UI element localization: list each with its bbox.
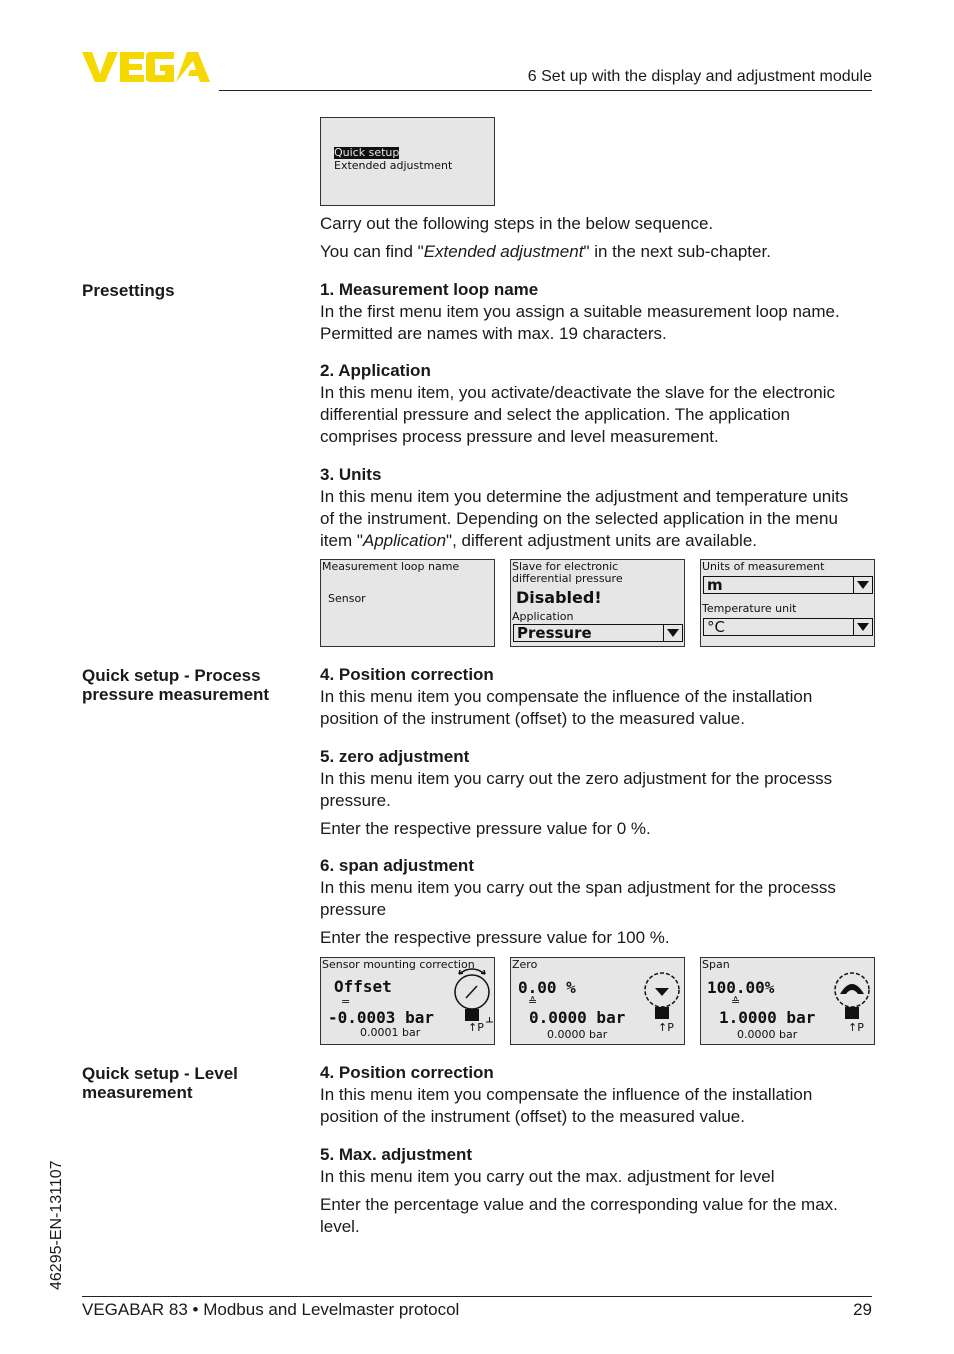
step-3-title: 3. Units xyxy=(320,465,382,484)
span-title: Span xyxy=(702,958,730,971)
span-value[interactable]: 1.0000 bar xyxy=(719,1008,816,1027)
menu-item-quick-setup[interactable]: Quick setup xyxy=(334,146,400,159)
process-step-4 xyxy=(320,664,880,730)
intro-text-2 xyxy=(320,241,880,263)
temp-unit-value: °C xyxy=(707,618,725,636)
menu-item-extended-adjustment[interactable]: Extended adjustment xyxy=(334,159,453,172)
header-rule xyxy=(219,90,872,91)
zero-title: Zero xyxy=(512,958,538,971)
footer-product: VEGABAR 83 • Modbus and Levelmaster protocol xyxy=(82,1300,460,1319)
dropdown-arrow-icon[interactable] xyxy=(853,619,872,635)
offset-value[interactable]: -0.0003 bar xyxy=(328,1008,434,1027)
units-label: Units of measurement xyxy=(702,560,825,573)
offset-current: 0.0001 bar xyxy=(360,1026,421,1039)
offset-screen xyxy=(320,957,495,1045)
process-step-6-note: Enter the respective pressure value for 100 %. xyxy=(320,928,670,947)
side-label-presettings: Presettings xyxy=(82,281,175,300)
process-step-4-body: In this menu item you compensate the influence of the installation position of the instrument (offset) to the measured value. xyxy=(320,687,813,728)
level-step-4 xyxy=(320,1062,880,1128)
intro-post: " in the next sub-chapter. xyxy=(583,242,771,261)
menu-screen xyxy=(320,117,495,206)
loop-name-title: Measurement loop name xyxy=(322,560,460,573)
application-dropdown[interactable] xyxy=(513,624,683,642)
units-dropdown[interactable] xyxy=(703,576,873,594)
intro-text-1: Carry out the following steps in the below sequence. xyxy=(320,214,714,233)
span-eq: ≙ xyxy=(731,995,741,1008)
vega-logo xyxy=(82,50,212,84)
application-label: Application xyxy=(512,610,574,623)
zero-percent[interactable]: 0.00 % xyxy=(518,978,576,997)
intro-em: Extended adjustment xyxy=(423,242,584,261)
offset-eq: = xyxy=(341,995,351,1008)
level-step-5-title: 5. Max. adjustment xyxy=(320,1145,473,1164)
span-screen xyxy=(700,957,875,1045)
temp-unit-label: Temperature unit xyxy=(702,602,797,615)
step-3-body xyxy=(320,486,865,552)
zero-value[interactable]: 0.0000 bar xyxy=(529,1008,626,1027)
process-step-5-body: In this menu item you carry out the zero adjustment for the processs pressure. xyxy=(320,769,833,810)
side-label-process: Quick setup - Process pressure measurement xyxy=(82,666,270,704)
process-step-5-note: Enter the respective pressure value for 0 %. xyxy=(320,819,651,838)
step-2 xyxy=(320,360,880,448)
intro-pre: You can find " xyxy=(320,242,424,261)
footer-rule xyxy=(82,1296,872,1297)
process-step-5-title: 5. zero adjustment xyxy=(320,747,470,766)
application-value: Pressure xyxy=(517,624,592,642)
process-step-6-title: 6. span adjustment xyxy=(320,856,474,875)
intro-line-2 xyxy=(320,241,880,263)
zero-screen xyxy=(510,957,685,1045)
offset-label: Offset xyxy=(334,977,392,996)
step-3-em: Application xyxy=(362,531,447,550)
intro-line-1 xyxy=(320,213,880,235)
step-1-title: 1. Measurement loop name xyxy=(320,280,539,299)
units-screen xyxy=(700,559,875,647)
units-value: m xyxy=(707,576,723,594)
temp-unit-dropdown[interactable] xyxy=(703,618,873,636)
level-step-4-title: 4. Position correction xyxy=(320,1063,494,1082)
gauge-min-icon xyxy=(641,968,683,1028)
slave-title: Slave for electronic differential pressure xyxy=(512,560,623,585)
process-step-6-body: In this menu item you carry out the span adjustment for the processs pressure xyxy=(320,878,836,919)
page-number: 29 xyxy=(853,1300,872,1319)
side-label-level xyxy=(82,1064,312,1102)
slave-status: Disabled! xyxy=(516,588,602,607)
level-step-5-note: Enter the percentage value and the corresponding value for the max. level. xyxy=(320,1195,838,1236)
chapter-title: 6 Set up with the display and adjustment module xyxy=(527,68,872,85)
step-1 xyxy=(320,279,880,345)
side-label-level-text: Quick setup - Level measurement xyxy=(82,1064,238,1102)
level-step-5 xyxy=(320,1144,880,1238)
pressure-symbol: ↑P xyxy=(468,1021,484,1034)
process-step-6 xyxy=(320,855,880,949)
pressure-symbol: ↑P xyxy=(848,1021,864,1034)
level-step-4-body: In this menu item you compensate the influence of the installation position of the instrument (offset) to the measured value. xyxy=(320,1085,813,1126)
level-step-5-body: In this menu item you carry out the max. adjustment for level xyxy=(320,1167,775,1186)
pressure-symbol: ↑P xyxy=(658,1021,674,1034)
process-step-5 xyxy=(320,746,880,840)
document-id: 46295-EN-131107 xyxy=(48,1160,65,1290)
application-screen xyxy=(510,559,685,647)
step-3 xyxy=(320,464,880,552)
step-2-body: In this menu item, you activate/deactivate the slave for the electronic differential pressure and select the application. The application comprises process pressure and level measurement. xyxy=(320,383,835,446)
step-2-title: 2. Application xyxy=(320,361,431,380)
dropdown-arrow-icon[interactable] xyxy=(853,577,872,593)
span-percent[interactable]: 100.00% xyxy=(707,978,775,997)
step-3-pre: In this menu item you determine the adjustment and temperature units of the instrument. Depending on the selected application in the menu item " xyxy=(320,487,849,550)
dropdown-arrow-icon[interactable] xyxy=(663,625,682,641)
step-3-post: ", different adjustment units are available. xyxy=(446,531,758,550)
zero-current: 0.0000 bar xyxy=(547,1028,608,1041)
zero-eq: ≙ xyxy=(528,995,538,1008)
process-step-4-title: 4. Position correction xyxy=(320,665,494,684)
loop-name-value[interactable]: Sensor xyxy=(328,592,366,605)
gauge-max-icon xyxy=(831,968,873,1028)
loop-name-screen xyxy=(320,559,495,647)
offset-title: Sensor mounting correction xyxy=(322,958,475,971)
step-1-body: In the first menu item you assign a suitable measurement loop name. Permitted are names with max. 19 characters. xyxy=(320,302,840,343)
span-current: 0.0000 bar xyxy=(737,1028,798,1041)
